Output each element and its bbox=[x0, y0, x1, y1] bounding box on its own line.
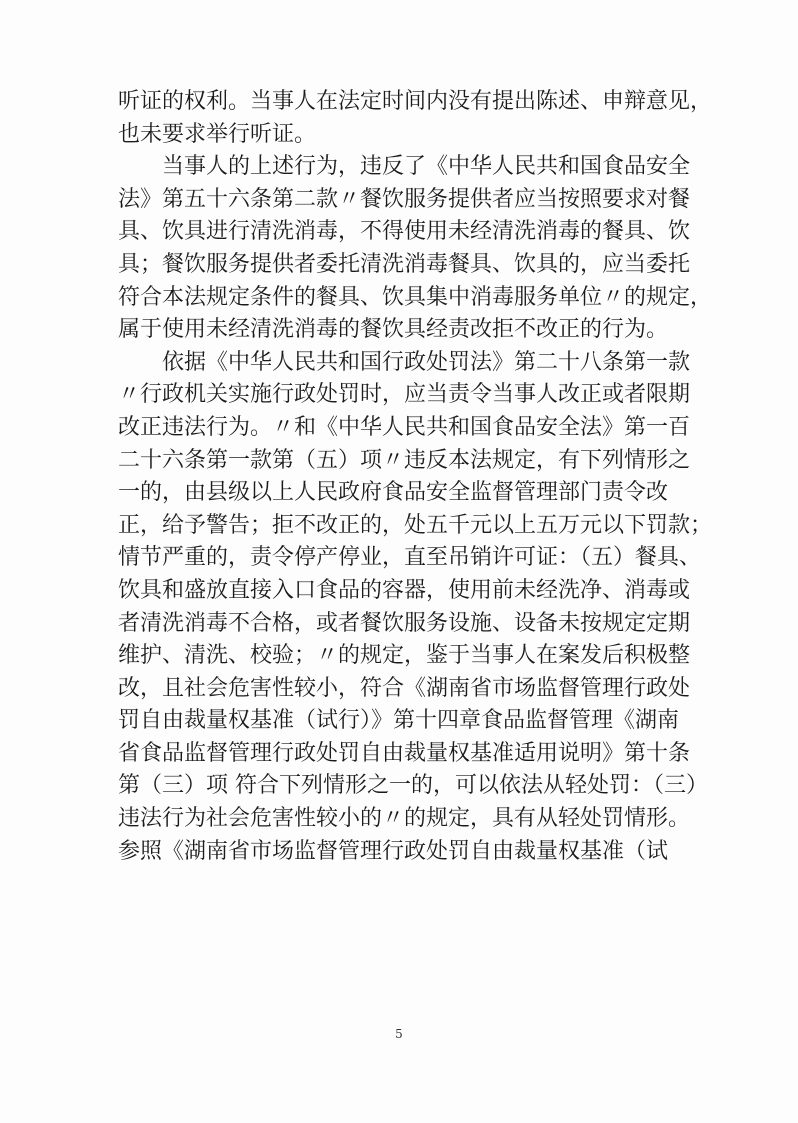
text-line: 参照《湖南省市场监督管理行政处罚自由裁量权基准（试 bbox=[118, 838, 669, 864]
text-line: 具；餐饮服务提供者委托清洗消毒餐具、饮具的，应当委托 bbox=[118, 251, 691, 277]
text-line: 省食品监督管理行政处罚自由裁量权基准适用说明》第十条 bbox=[118, 740, 691, 766]
text-line: 饮具和盛放直接入口食品的容器，使用前未经洗净、消毒或 bbox=[118, 577, 691, 603]
text-line: 〃行政机关实施行政处罚时，应当责令当事人改正或者限期 bbox=[118, 382, 691, 408]
text-line: 符合本法规定条件的餐具、饮具集中消毒服务单位〃的规定， bbox=[118, 284, 713, 310]
text-line: 改正违法行为。〃和《中华人民共和国食品安全法》第一百 bbox=[118, 414, 691, 440]
text-line: 第（三）项 符合下列情形之一的，可以依法从轻处罚：（三） bbox=[118, 773, 708, 799]
paragraph-start-line: 当事人的上述行为，违反了《中华人民共和国食品安全 bbox=[162, 154, 691, 180]
text-line: 听证的权利。当事人在法定时间内没有提出陈述、申辩意见， bbox=[118, 89, 713, 114]
text-line: 违法行为社会危害性较小的〃的规定，具有从轻处罚情形。 bbox=[118, 806, 691, 832]
text-line: 维护、清洗、校验；〃的规定，鉴于当事人在案发后积极整 bbox=[118, 643, 691, 669]
text-line: 情节严重的，责令停产停业，直至吊销许可证：（五）餐具、 bbox=[118, 545, 702, 571]
text-line: 者清洗消毒不合格，或者餐饮服务设施、设备未按规定定期 bbox=[118, 610, 691, 636]
text-line: 二十六条第一款第（五）项〃违反本法规定，有下列情形之 bbox=[118, 447, 691, 473]
text-line: 也未要求举行听证。 bbox=[118, 121, 317, 147]
text-line: 罚自由裁量权基准（试行）》第十四章食品监督管理《湖南 bbox=[118, 708, 680, 734]
body-text bbox=[118, 86, 713, 868]
text-line: 属于使用未经清洗消毒的餐饮具经责改拒不改正的行为。 bbox=[118, 317, 669, 343]
text-line: 改，且社会危害性较小，符合《湖南省市场监督管理行政处 bbox=[118, 675, 691, 701]
paragraph-start-line: 依据《中华人民共和国行政处罚法》第二十八条第一款 bbox=[162, 349, 691, 375]
text-line: 法》第五十六条第二款〃餐饮服务提供者应当按照要求对餐 bbox=[118, 186, 691, 212]
text-line: 一的，由县级以上人民政府食品安全监督管理部门责令改 bbox=[118, 480, 669, 506]
page-number: 5 bbox=[395, 1027, 403, 1041]
text-line: 正，给予警告；拒不改正的，处五千元以上五万元以下罚款； bbox=[118, 512, 713, 538]
text-line: 具、饮具进行清洗消毒，不得使用未经清洗消毒的餐具、饮 bbox=[118, 219, 691, 245]
